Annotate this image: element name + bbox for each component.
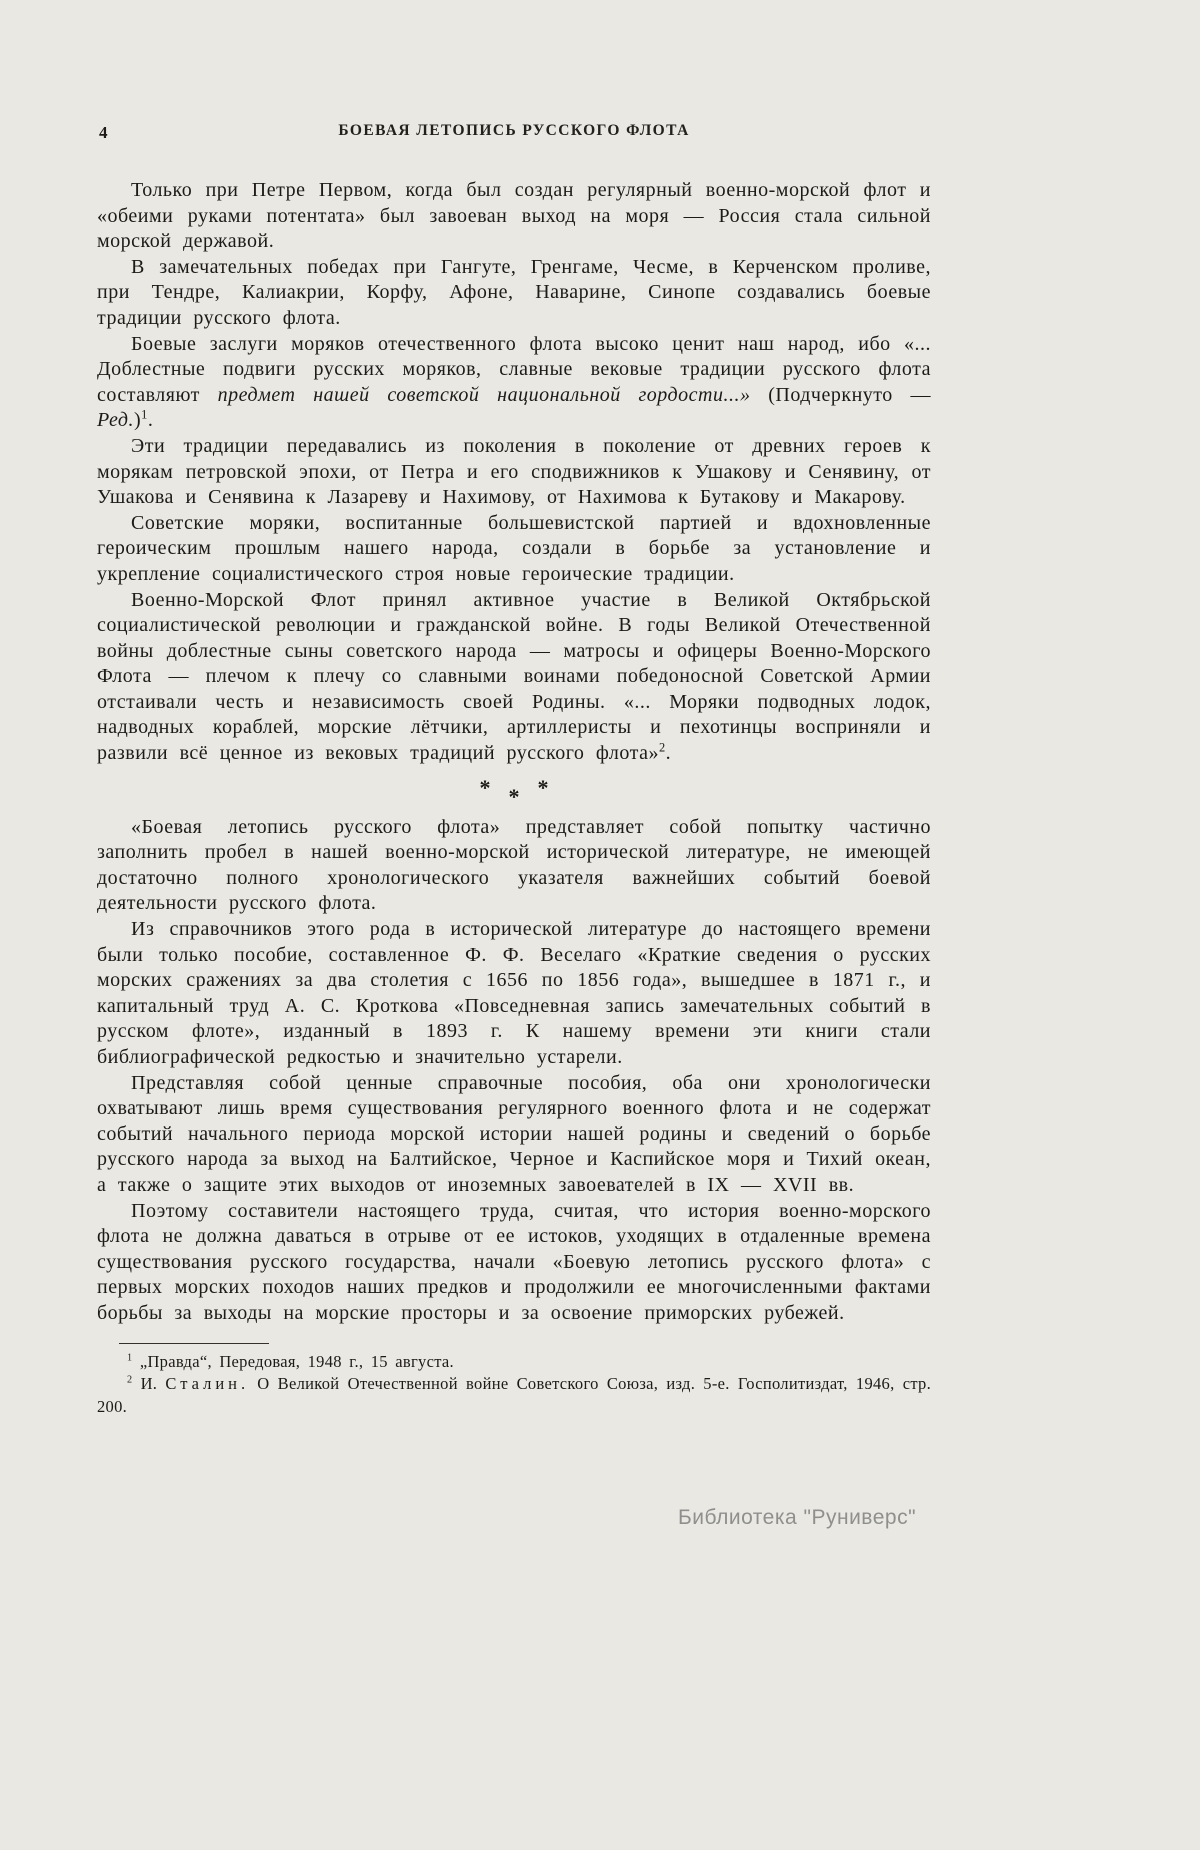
footnote-ref: 2 [127,1374,133,1386]
text-run: Военно-Морской Флот принял активное участие в Великой Октябрьской социалистической революции и гражданской войне. В годы Великой Отечественной войны доблестные сыны советского народа — матросы и офицеры Военно-Морского Флота — плечом к плечу со славными воинами победоносной Советской Армии отстаивали честь и независимость своей Родины. «... Моряки подводных лодок, надводных кораблей, морские лётчики, артиллеристы и пехотинцы восприняли и развили всё ценное из вековых традиций русского флота» [97,588,931,765]
footnote-ref: 1 [141,407,148,422]
text-run: Из справочников этого рода в исторической литературе до настоящего времени были только пособие, составленное Ф. Ф. Веселаго «Краткие сведения о русских морских сражениях за два столетия с 1656 по 1856 года», вышедшее в 1871 г., и капитальный труд А. С. Кроткова «Повседневная запись замечательных событий в русском флоте», изданный в 1893 г. К нашему времени эти книги стали библиографической редкостью и значительно устарели. [97,918,931,1068]
text-run: Поэтому составители настоящего труда, считая, что история военно-морского флота не должна даваться в отрыве от ее истоков, уходящих в отдаленные времена существования русского государства, начали «Боевую летопись русского флота» с первых морских походов наших предков и продолжили ее многочисленными фактами борьбы за выходы на морские просторы и за освоение приморских рубежей. [97,1199,931,1324]
paragraph [97,1199,931,1327]
paragraph [97,1071,931,1199]
text-run: Только при Петре Первом, когда был создан регулярный военно-морской флот и «обеими руками потентата» был завоеван выход на моря — Россия стала сильной морской державой. [97,179,931,253]
paragraph [97,588,931,767]
paragraph [97,255,931,332]
footnote-divider [119,1343,269,1344]
text-run: Боевые заслуги моряков отечественного флота высоко ценит наш народ, ибо «... Доблестные подвиги русских моряков, славные вековые традиции русского флота составляют [97,332,931,406]
watermark: Библиотека "Руниверс" [678,1506,917,1529]
text-run: . [147,409,154,432]
footnote-ref: 1 [127,1352,133,1364]
text-run: Ред. [97,409,134,432]
text-run: В замечательных победах при Гангуте, Гренгаме, Чесме, в Керченском проливе, при Тендре, Калиакрии, Корфу, Афоне, Наварине, Синопе создавались боевые традиции русского флота. [97,255,931,329]
paragraph [97,178,931,255]
paragraph [97,815,931,917]
paragraph [97,511,931,588]
text-run: ) [134,409,142,432]
asterisk: * [479,774,491,800]
text-run: Представляя собой ценные справочные пособия, оба они хронологически охватывают лишь время существования регулярного военного флота и не содержат событий начального периода морской истории нашей родины и сведений о борьбе русского народа за выход на Балтийское, Черное и Каспийское моря и Тихий океан, а также о защите этих выходов от иноземных завоевателей в IX — XVII вв. [97,1071,931,1196]
section-separator [97,767,931,815]
footnotes [97,1351,931,1419]
paragraph [97,332,931,434]
page-header [97,122,931,146]
footnote [97,1351,931,1374]
page-content [97,122,931,1418]
paragraph [97,917,931,1071]
text-run: (Подчеркнуто — [750,383,932,406]
footnote [97,1373,931,1418]
text-run: Сталин. [165,1374,250,1394]
running-head: БОЕВАЯ ЛЕТОПИСЬ РУССКОГО ФЛОТА [338,122,690,139]
footnote-ref: 2 [658,740,666,755]
text-run: О Великой Отечественной войне Советского Союза, изд. 5-е. Госполитиздат, 1946, стр. 200. [97,1374,931,1416]
body-text [97,178,931,1327]
page-number: 4 [99,123,108,142]
text-run: И. [132,1374,166,1394]
text-run: «Боевая летопись русского флота» представляет собой попытку частично заполнить пробел в нашей военно-морской исторической литературе, не имеющей достаточно полного хронологического указателя важнейших событий боевой деятельности русского флота. [97,815,931,915]
text-run: „Правда“, Передовая, 1948 г., 15 августа. [132,1351,454,1371]
text-run: Эти традиции передавались из поколения в поколение от древних героев к морякам петровской эпохи, от Петра и его сподвижников к Ушакову и Сенявину, от Ушакова и Сенявина к Лазареву и Нахимову, от Нахимова к Бутакову и Макарову. [97,434,931,509]
text-run: предмет нашей советской национальной гордости...» [217,383,751,406]
text-run: Советские моряки, воспитанные большевистской партией и вдохновленные героическим прошлым нашего народа, создали в борьбе за установление и укрепление социалистического строя новые героические традиции. [97,511,931,585]
asterisk: * [508,783,520,809]
paragraph [97,434,931,511]
text-run: . [665,742,672,765]
asterisk: * [537,774,549,800]
